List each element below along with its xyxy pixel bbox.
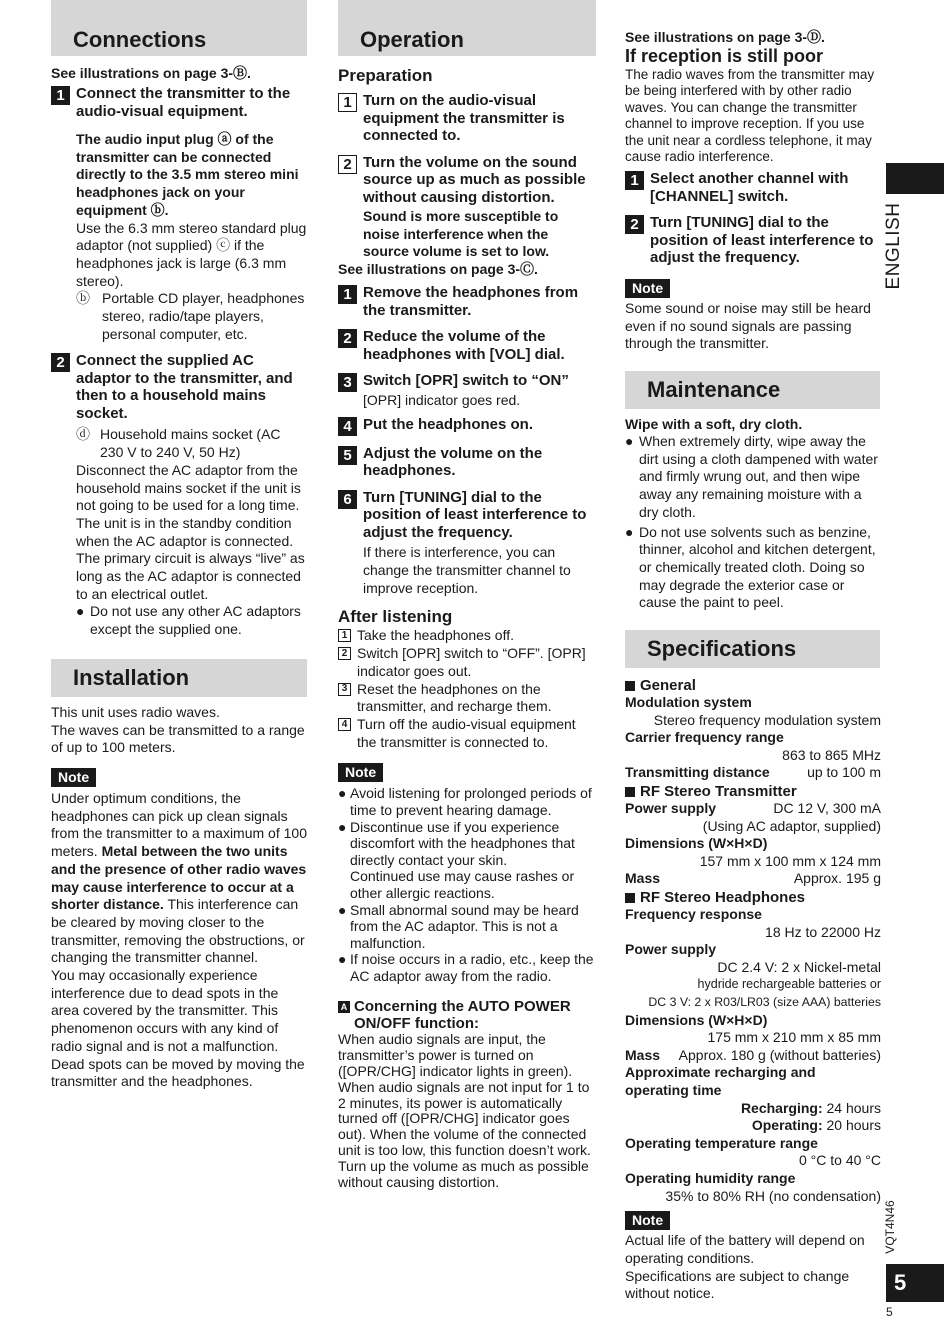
spec-row-recharging [625,1100,881,1118]
spec-label: Modulation system [625,694,752,711]
spec-value: DC 12 V, 300 mA [773,800,881,817]
installation-title: Installation [73,664,190,690]
connections-step-2 [51,352,307,422]
step-title: Switch [OPR] switch to “ON” [363,372,569,390]
spec-row-operating [625,1117,881,1135]
maintenance-bullet-2 [625,524,881,613]
bullet-icon: ● [76,603,85,620]
spec-label: Power supply [625,941,717,958]
step-number: 5 [338,446,357,465]
reception-note [625,279,881,298]
operation-heading [338,0,596,56]
prep-step-1 [338,92,596,145]
letter-b-mark: ⓑ [76,290,90,307]
spec-row-hp-mass [625,1047,881,1065]
after-step-3 [338,681,596,716]
auto-power-title: Concerning the AUTO POWER ON/OFF function: [354,998,571,1033]
note-text-a: Under optimum conditions, the headphones can pick up clean signals from the transmitter to a maximum of 100 meters. [51,789,307,860]
reception-step-2 [625,214,881,267]
connections-step1-example [51,290,307,343]
after-step-text: Take the headphones off. [357,627,514,644]
step-number: 2 [625,215,644,234]
prep-step-2 [338,154,596,207]
connections-step2-para1: Disconnect the AC adaptor from the household mains socket if the unit is not going to be used for a long time. [76,461,301,514]
op-step-1 [338,284,596,319]
spec-value: Approx. 195 g [793,870,881,887]
connections-step1-para1: The audio input plug ⓐ of the transmitter can be connected directly to the 3.5 mm stereo mini headphones jack on your equipment ⓑ. [76,131,299,218]
note-label: Note [625,279,670,298]
column-right [625,0,881,1303]
connections-step2-bullet [51,603,307,638]
spec-label: Mass [625,870,661,887]
spec-label: Dimensions (W×H×D) [625,1011,768,1028]
spec-label: Approximate recharging and operating time [625,1064,816,1098]
note-text-b: Continued use may cause rashes or other allergic reactions. [350,868,575,901]
specifications-title: Specifications [647,636,797,662]
connections-step2-para2: The unit is in the standby condition when the AC adaptor is connected. The primary circuit is always “live” as long as the AC adaptor is connected to an electrical outlet. [76,514,305,602]
step-number: 1 [338,629,351,642]
note-text-bold: Metal between the two units and the presence of other radio waves may cause interference to occur at a shorter distance. [51,843,307,913]
step-title: Turn the volume on the sound source up as much as possible without causing distortion. [363,153,586,206]
bullet-icon: ● [625,433,634,450]
step-number: 4 [338,718,351,731]
op-step-2 [338,328,596,363]
operation-note-2 [338,819,596,902]
maintenance-bullet-1 [625,433,881,522]
installation-note-text2: You may occasionally experience interference due to dead spots in the area covered by the transmitter. This phenomenon occurs with any kind of radio signal and is not a malfunction. Dead spots can be moved by moving the transmitter and the headphones. [51,967,305,1090]
spec-general-heading [625,677,881,694]
after-step-2 [338,645,596,680]
op-step-3 [338,372,596,392]
installation-para1: This unit uses radio waves. [51,703,220,720]
spec-value: Approx. 180 g (without batteries) [678,1046,881,1063]
spec-value: 24 hours [826,1099,881,1116]
operation-note [338,763,596,782]
step-title: Connect the transmitter to the audio-visual equipment. [76,85,291,120]
spec-value: DC 2.4 V: 2 x Nickel-metal [717,958,881,975]
step-number: 1 [338,285,357,304]
step-number: 6 [338,490,357,509]
spec-row-tx-mass [625,870,881,888]
after-step-1 [338,627,596,645]
spec-value: hydride rechargeable batteries or [697,977,881,992]
note-text [350,819,596,902]
step-number: 3 [338,373,357,392]
letter-d-mark: ⓓ [76,426,90,443]
step-number: 1 [51,86,70,105]
language-label-wrap [875,204,915,294]
step-number: 3 [338,683,351,696]
spec-section-title: RF Stereo Transmitter [640,783,797,801]
prep-step2-note: Sound is more susceptible to noise interference when the source volume is set to low. [363,208,559,260]
note-label: Note [51,768,96,787]
step-title: Turn [TUNING] dial to the position of least interference to adjust the frequency. [363,488,587,541]
op-step6-sub: If there is interference, you can change the transmitter channel to improve reception. [363,544,571,596]
spec-value: (Using AC adaptor, supplied) [702,817,881,834]
bullet-icon: ● [338,951,347,968]
step-title: Turn on the audio-visual equipment the transmitter is connected to. [363,92,565,144]
specs-note-text2: Specifications are subject to change without notice. [625,1267,850,1302]
page-number: 5 [886,1305,893,1319]
step-number: 1 [625,171,644,190]
after-step-4 [338,716,596,751]
socket-text: Household mains socket (AC 230 V to 240 V, 50 Hz) [100,426,281,461]
note-text-c: This interference can be cleared by moving closer to the transmitter, removing the obstructions, or changing the transmitter channel. [51,896,305,966]
installation-heading [51,659,307,697]
document-code: VQT4N46 [883,1200,897,1254]
bullet-icon: ● [338,818,347,835]
note-text: Small abnormal sound may be heard from the AC adaptor. This is not a malfunction. [350,901,579,951]
connections-step-1 [51,85,307,120]
spec-value: 157 mm x 100 mm x 124 mm [699,852,881,869]
op-step-4 [338,416,596,436]
preparation-title: Preparation [338,66,433,85]
spec-row-tx-power [625,800,881,818]
column-middle [338,0,596,1190]
bullet-icon: ● [338,785,347,802]
operation-title: Operation [360,27,464,52]
installation-note [51,768,307,787]
reception-step-1 [625,170,881,205]
spec-row-distance [625,764,881,782]
operation-note-4 [338,951,596,984]
spec-label: Carrier frequency range [625,729,784,746]
step-title: Turn [TUNING] dial to the position of least interference to adjust the frequency. [650,214,874,267]
spec-value: DC 3 V: 2 x R03/LR03 (size AAA) batteries [648,994,881,1009]
bullet-icon: ● [338,901,347,918]
reception-text: The radio waves from the transmitter may be being interfered with by other radio waves. You can change the transmitter channel to improve reception. If you use the unit near a cordless telephone, it may cause radio interference. [625,67,875,165]
language-label: ENGLISH [883,202,904,290]
spec-section-title: General [640,677,696,695]
note-label: Note [338,763,383,782]
operation-ref: See illustrations on page 3-Ⓒ. [338,261,538,278]
installation-para2: The waves can be transmitted to a range of up to 100 meters. [51,721,305,756]
note-text-a: Discontinue use if you experience discomfort with the headphones that directly contact your skin. [350,818,575,868]
spec-value: Stereo frequency modulation system [653,711,881,728]
after-step-text: Turn off the audio-visual equipment the transmitter is connected to. [357,715,576,750]
maintenance-heading [625,371,880,409]
operation-note-1 [338,785,596,818]
bullet-text: When extremely dirty, wipe away the dirt using a cloth dampened with water and firmly wrung out, and then wipe away any remaining moisture with a dry cloth. [639,433,878,520]
step-number: 2 [51,353,70,372]
maintenance-lead: Wipe with a soft, dry cloth. [625,416,803,433]
spec-label: Operating humidity range [625,1169,796,1186]
op-step-5 [338,445,596,480]
bullet-text: Do not use any other AC adaptors except the supplied one. [90,603,301,638]
connections-title: Connections [73,27,207,52]
spec-label: Operating temperature range [625,1134,818,1151]
example-text: Portable CD player, headphones stereo, radio/tape players, personal computer, etc. [102,290,305,342]
spec-label: Frequency response [625,906,762,923]
step-number: 2 [338,329,357,348]
step-number: 1 [338,93,357,112]
specs-note-text1: Actual life of the battery will depend on operating conditions. [625,1232,865,1266]
connections-step1-para2: Use the 6.3 mm stereo standard plug adaptor (not supplied) ⓒ if the headphones jack is large (6.3 mm stereo). [76,219,307,289]
spec-section-title: RF Stereo Headphones [640,889,806,907]
step-number: 2 [338,155,357,174]
operation-note-3 [338,902,596,952]
square-bullet-icon [625,787,635,797]
spec-label: Power supply [625,800,717,817]
step-number: 4 [338,417,357,436]
op-step-6 [338,489,596,542]
spec-label: Mass [625,1046,661,1063]
after-step-text: Reset the headphones on the transmitter, and recharge them. [357,680,552,715]
note-text: Avoid listening for prolonged periods of time to prevent hearing damage. [350,785,592,818]
column-left [51,0,307,1091]
page-tab-number: 5 [894,1270,907,1295]
installation-note-text [51,790,307,967]
reception-ref: See illustrations on page 3-Ⓓ. [625,29,825,45]
spec-value: 20 hours [826,1117,881,1134]
letter-a-mark: A [338,1001,350,1013]
auto-power-heading [338,998,596,1032]
spec-value: 175 mm x 210 mm x 85 mm [707,1029,881,1046]
connections-heading [51,0,307,56]
spec-label: Operating: [751,1117,823,1134]
step-title: Select another channel with [CHANNEL] switch. [650,170,849,205]
spec-headphones-heading [625,889,881,906]
specifications-heading [625,630,880,668]
maintenance-title: Maintenance [647,377,781,403]
spec-label: Dimensions (W×H×D) [625,835,768,852]
spec-value: up to 100 m [807,764,881,781]
step-title: Reduce the volume of the headphones with [VOL] dial. [363,328,565,363]
step-title: Remove the headphones from the transmitter. [363,284,579,319]
note-text: If noise occurs in a radio, etc., keep the AC adaptor away from the radio. [350,951,594,984]
step-number: 2 [338,647,351,660]
step-title: Adjust the volume on the headphones. [363,444,543,480]
connections-step2-socket [51,426,307,461]
spec-value: 35% to 80% RH (no condensation) [665,1187,881,1204]
connections-ref: See illustrations on page 3-Ⓑ. [51,65,251,81]
op-step3-sub: [OPR] indicator goes red. [363,392,521,409]
language-tab-block [886,163,944,194]
spec-label: Recharging: [740,1099,823,1116]
reception-note-text: Some sound or noise may still be heard even if no sound signals are passing through the transmitter. [625,299,871,352]
page-tab [886,1264,944,1302]
square-bullet-icon [625,893,635,903]
step-title: Connect the supplied AC adaptor to the transmitter, and then to a household mains socket. [76,352,293,422]
spec-value: 863 to 865 MHz [782,746,881,763]
doc-code-wrap [880,1198,904,1258]
spec-value: 0 °C to 40 °C [798,1152,881,1169]
step-title: Put the headphones on. [363,415,534,433]
after-listening-title: After listening [338,607,453,627]
spec-value: 18 Hz to 22000 Hz [765,923,881,940]
auto-power-text: When audio signals are input, the transmitter’s power is turned on ([OPR/CHG] indicator lights in green). When audio signals are not input for 1 to 2 minutes, its power is automatically turned off ([OPR/CHG] indicator goes out). When the volume of the connected unit is too low, this function doesn’t work. Turn up the volume as much as possible without causing distortion. [338,1031,591,1190]
spec-transmitter-heading [625,783,881,800]
after-step-text: Switch [OPR] switch to “OFF”. [OPR] indicator goes out. [357,645,586,679]
specs-note [625,1211,881,1230]
reception-title: If reception is still poor [625,46,824,66]
note-label: Note [625,1211,670,1230]
bullet-icon: ● [625,523,634,540]
square-bullet-icon [625,681,635,691]
bullet-text: Do not use solvents such as benzine, thinner, alcohol and kitchen detergent, or chemically treated cloth. Doing so may degrade the exterior case or cause the paint to peel. [639,523,876,611]
spec-label: Transmitting distance [625,764,770,781]
